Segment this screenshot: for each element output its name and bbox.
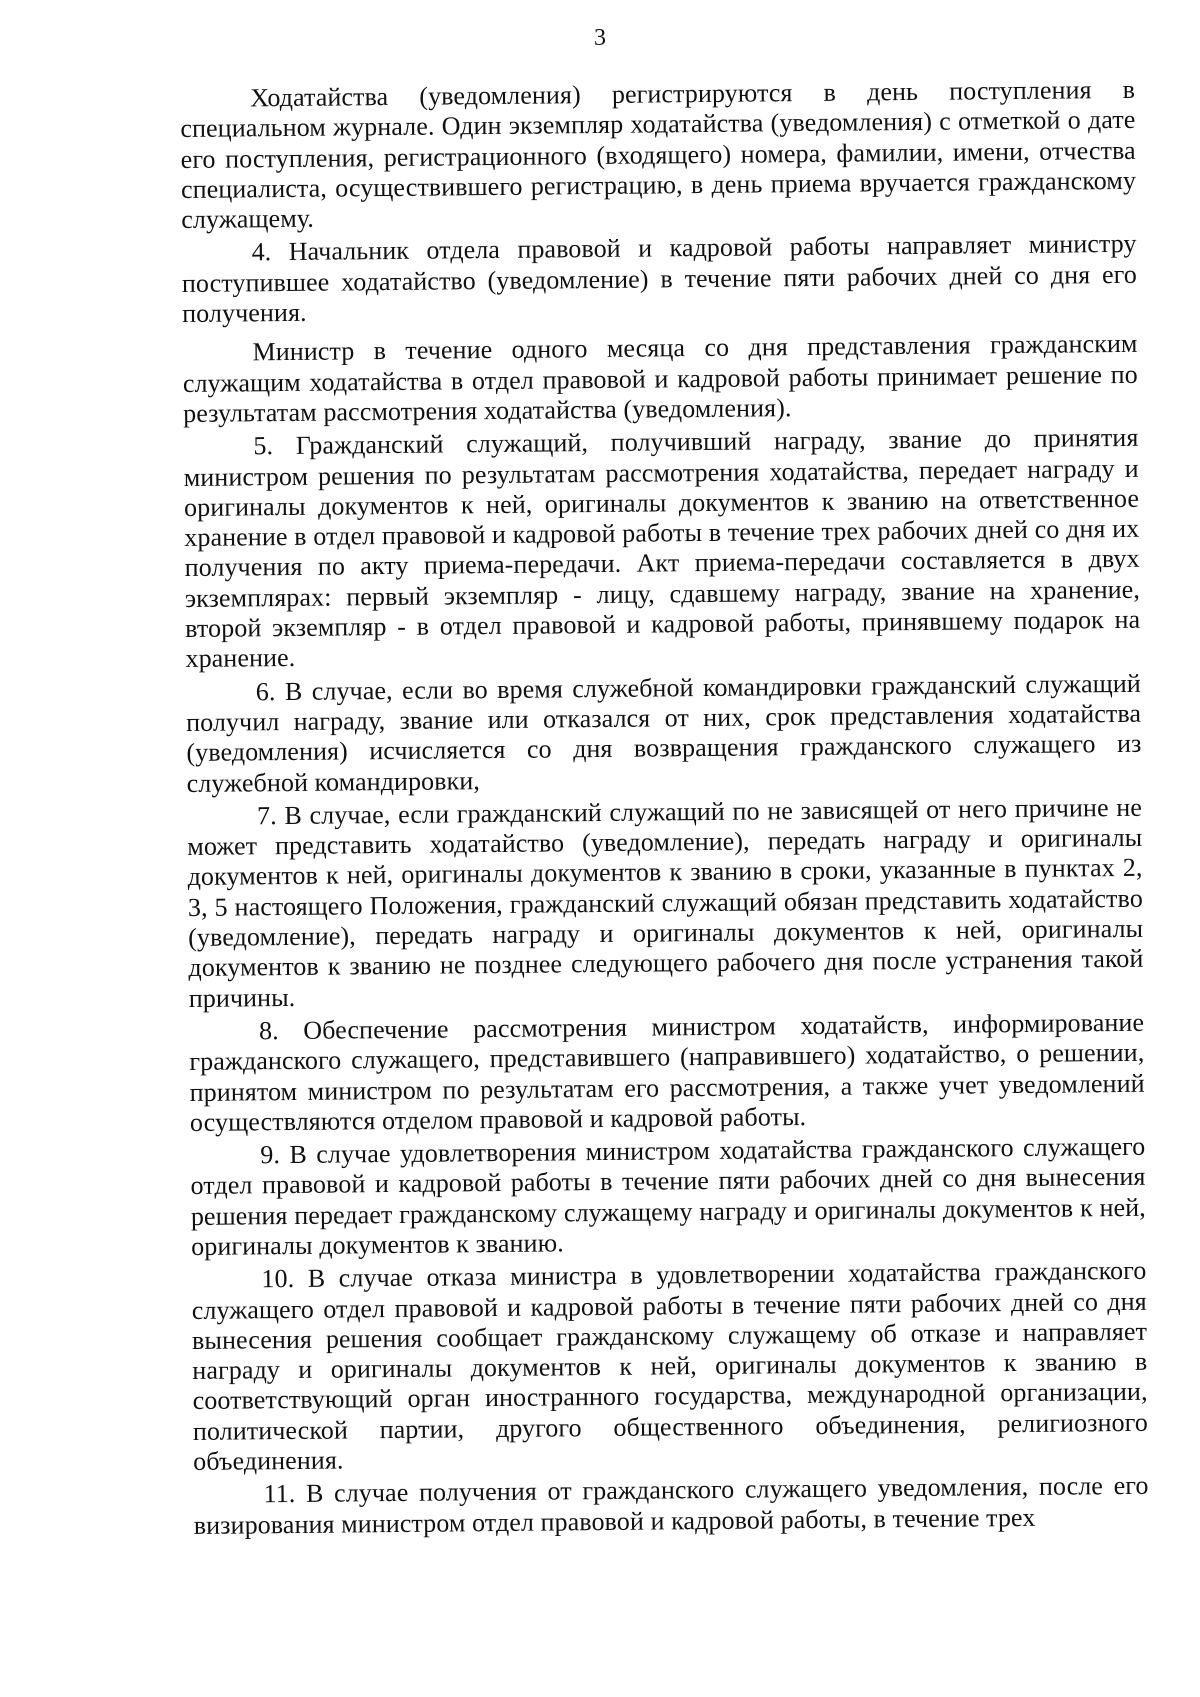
- paragraph-item-4: 4. Начальник отдела правовой и кадровой работы направляет министру поступившее ходатайство (уведомление) в течение пяти рабочих дней со дня его получения.: [181, 229, 1138, 329]
- paragraph-item-9: 9. В случае удовлетворения министром ходатайства гражданского служащего отдел правовой и кадровой работы в течение пяти рабочих дней со дня вынесения решения передает гражданскому служащему награду и оригиналы документов к ней, оригиналы документов к званию.: [190, 1131, 1146, 1261]
- paragraph-item-10: 10. В случае отказа министра в удовлетворении ходатайства гражданского служащего отдел правовой и кадровой работы в течение пяти рабочих дней со дня вынесения решения сообщает гражданскому служащему об отказе и направляет награду и оригиналы документов к ней, оригиналы документов к званию в соответствующий орган иностранного государства, международной организации, политической партии, другого общественного объединения, религиозного объединения.: [191, 1256, 1149, 1476]
- paragraph-item-8: 8. Обеспечение рассмотрения министром ходатайств, информирование гражданского служащего, представившего (направившего) ходатайство, о решении, принятом министром по результатам его рассмотрения, а также учет уведомлений осуществляются отделом правовой и кадровой работы.: [189, 1007, 1145, 1137]
- paragraph-minister-decision: Министр в течение одного месяца со дня представления гражданским служащим ходатайства в отдел правовой и кадровой работы принимает решение по результатам рассмотрения ходатайства (уведомления).: [182, 329, 1138, 428]
- document-body: [180, 75, 1149, 1541]
- paragraph-registration: Ходатайства (уведомления) регистрируются в день поступления в специальном журнале. Один экземпляр ходатайства (уведомления) с отметкой о дате его поступления, регистрационного (входящего) номера, фамилии, имени, отчества специалиста, осуществившего регистрацию, в день приема вручается гражданскому служащему.: [180, 74, 1137, 235]
- paragraph-item-5: 5. Гражданский служащий, получивший награду, звание до принятия министром решения по результатам рассмотрения ходатайства, передает награду и оригиналы документов к ней, оригиналы документов к званию на ответственное хранение в отдел правовой и кадровой работы в течение трех рабочих дней со дня их получения по акту приема-передачи. Акт приема-передачи составляется в двух экземплярах: первый экземпляр - лицу, сдавшему награду, звание на хранение, второй экземпляр - в отдел правовой и кадровой работы, принявшему подарок на хранение.: [183, 423, 1141, 674]
- paragraph-item-6: 6. В случае, если во время служебной командировки гражданский служащий получил награду, звание или отказался от них, срок представления ходатайства (уведомления) исчисляется со дня возвращения гражданского служащего из служебной командировки,: [185, 668, 1142, 798]
- page-number: 3: [594, 25, 606, 51]
- paragraph-item-7: 7. В случае, если гражданский служащий по не зависящей от него причине не может представить ходатайство (уведомление), передать награду и оригиналы документов к ней, оригиналы документов к званию в сроки, указанные в пунктах 2, 3, 5 настоящего Положения, гражданский служащий обязан представить ходатайство (уведомление), передать награду и оригиналы документов к ней, оригиналы документов к званию не позднее следующего рабочего дня после устранения такой причины.: [187, 792, 1144, 1013]
- paragraph-item-11: 11. В случае получения от гражданского служащего уведомления, после его визирования министром отдел правовой и кадровой работы, в течение трех: [193, 1471, 1149, 1540]
